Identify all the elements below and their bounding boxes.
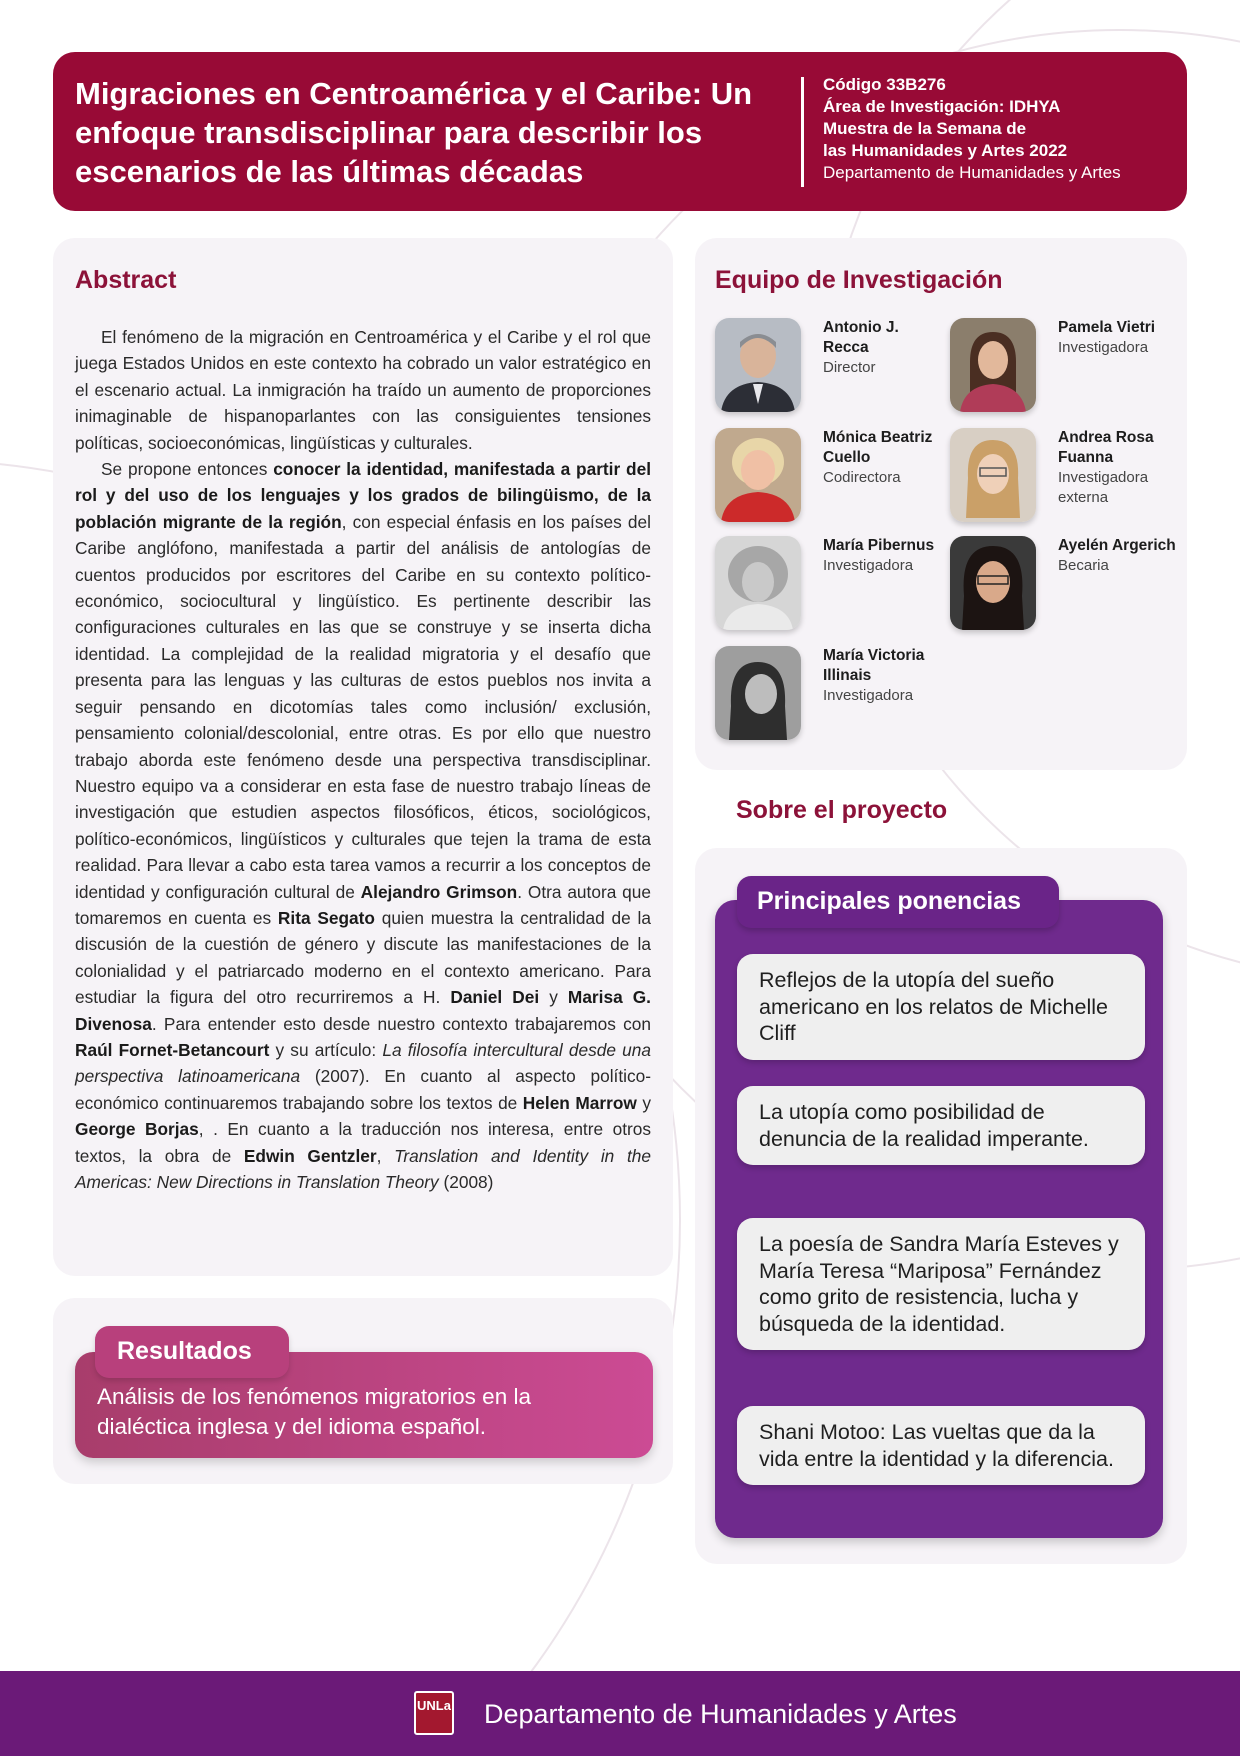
ponencia-item: Shani Motoo: Las vueltas que da la vida entre la identidad y la diferencia. <box>737 1406 1145 1485</box>
header-divider <box>801 77 804 187</box>
member-role: Director <box>823 359 876 376</box>
member-photo <box>950 536 1036 630</box>
unla-logo: UNLa <box>414 1691 454 1735</box>
team-member <box>715 646 945 746</box>
member-role: Investigadora <box>823 687 914 704</box>
muestra-line2: las Humanidades y Artes 2022 <box>823 141 1068 160</box>
member-photo <box>715 428 801 522</box>
abstract-paragraph-1: El fenómeno de la migración en Centroamérica y el Caribe y el rol que juega Estados Unidos en este contexto ha cobrado un valor estratégico en el escenario actual. La inmigración ha traído un aumento de proporciones inimaginable de hispanoparlantes con las consiguientes tensiones políticas, socioeconómicas, lingüísticas y culturales. <box>75 327 651 453</box>
member-name: Ayelén Argerich Becaria <box>1058 536 1178 576</box>
header-banner <box>53 52 1187 211</box>
member-photo <box>715 646 801 740</box>
ponencia-item: La utopía como posibilidad de denuncia de la realidad imperante. <box>737 1086 1145 1165</box>
team-member <box>950 428 1180 528</box>
team-member <box>950 318 1180 418</box>
member-photo <box>715 536 801 630</box>
member-role: Codirectora <box>823 469 901 486</box>
ponencia-item: La poesía de Sandra María Esteves y María Teresa “Mariposa” Fernández como grito de resistencia, lucha y búsqueda de la identidad. <box>737 1218 1145 1350</box>
team-panel <box>695 238 1187 770</box>
project-panel <box>695 848 1187 1564</box>
member-role: Becaria <box>1058 557 1109 574</box>
ponencias-tab: Principales ponencias <box>737 876 1059 928</box>
footer-bar <box>0 1671 1240 1756</box>
poster-title: Migraciones en Centroamérica y el Caribe: Un enfoque transdisciplinar para describir los escenarios de las últimas décadas <box>75 76 753 189</box>
member-photo <box>715 318 801 412</box>
research-area: Área de Investigación: IDHYA <box>823 97 1061 116</box>
member-photo <box>950 428 1036 522</box>
project-code: Código 33B276 <box>823 75 946 94</box>
results-text: Análisis de los fenómenos migratorios en la dialéctica inglesa y del idioma español. <box>97 1384 531 1439</box>
abstract-body <box>75 324 651 1195</box>
member-name: María Pibernus Investigadora <box>823 536 943 576</box>
abstract-title: Abstract <box>75 266 177 294</box>
member-name: María Victoria Illinais Investigadora <box>823 646 943 706</box>
team-member <box>950 536 1180 636</box>
team-title: Equipo de Investigación <box>715 266 1003 294</box>
abstract-paragraph-2: Se propone entonces conocer la identidad, manifestada a partir del rol y del uso de los lenguajes y los grados de bilingüismo, de la población migrante de la región, con especial énfasis en los países del Caribe anglófono, manifestada a partir del análisis de antologías de cuentos producidos por escritores del Caribe en su contexto político-económico, sociocultural y lingüístico. Es pertinente describir las configuraciones culturales en las que se construye y se inserta dicha identidad. La complejidad de la realidad migratoria y el desafío que presenta para las lenguas y las culturas de estos pueblos nos invita a seguir pensando en dicotomías tales como inclusión/ exclusión, pensamiento colonial/descolonial, entre otras. Es por ello que nuestro trabajo aborda este fenómeno desde una perspectiva transdisciplinar. Nuestro equipo va a considerar en esta fase de nuestro trabajo líneas de investigación que estudien aspectos filosóficos, éticos, sociológicos, político-económicos, lingüísticos y culturales que tejen la trama de esta realidad. Para llevar a cabo esta tarea vamos a recurrir a los conceptos de identidad y configuración cultural de Alejandro Grimson. Otra autora que tomaremos en cuenta es Rita Segato quien muestra la centralidad de la discusión de la cuestión de género y discute las manifestaciones de la colonialidad y el patriarcado moderno en el contexto americano. Para estudiar la figura del otro recurriremos a H. Daniel Dei y Marisa G. Divenosa. Para entender esto desde nuestro contexto trabajaremos con Raúl Fornet-Betancourt y su artículo: La filosofía intercultural desde una perspectiva latinoamericana (2007). En cuanto al aspecto político-económico continuaremos trabajando sobre los textos de Helen Marrow y George Borjas, . En cuanto a la traducción nos interesa, entre otros textos, la obra de Edwin Gentzler, Translation and Identity in the Americas: New Directions in Translation Theory (2008) <box>75 459 651 1192</box>
member-photo <box>950 318 1036 412</box>
team-member <box>715 318 945 418</box>
member-name: Pamela Vietri Investigadora <box>1058 318 1178 358</box>
results-panel <box>53 1298 673 1484</box>
member-role: Investigadora <box>823 557 914 574</box>
header-department: Departamento de Humanidades y Artes <box>823 163 1121 182</box>
ponencia-item: Reflejos de la utopía del sueño americano en los relatos de Michelle Cliff <box>737 954 1145 1060</box>
member-name: Andrea Rosa Fuanna Investigadora externa <box>1058 428 1178 508</box>
team-member <box>715 428 945 528</box>
member-role: Investigadora externa <box>1058 469 1149 506</box>
member-role: Investigadora <box>1058 339 1149 356</box>
header-meta <box>823 74 1173 184</box>
abstract-panel <box>53 238 673 1276</box>
project-title: Sobre el proyecto <box>736 796 948 824</box>
muestra-line1: Muestra de la Semana de <box>823 119 1027 138</box>
member-name: Mónica Beatriz Cuello Codirectora <box>823 428 943 488</box>
team-member <box>715 536 945 636</box>
member-name: Antonio J. Recca Director <box>823 318 943 378</box>
results-tab: Resultados <box>95 1326 289 1378</box>
footer-department: Departamento de Humanidades y Artes <box>484 1699 957 1729</box>
